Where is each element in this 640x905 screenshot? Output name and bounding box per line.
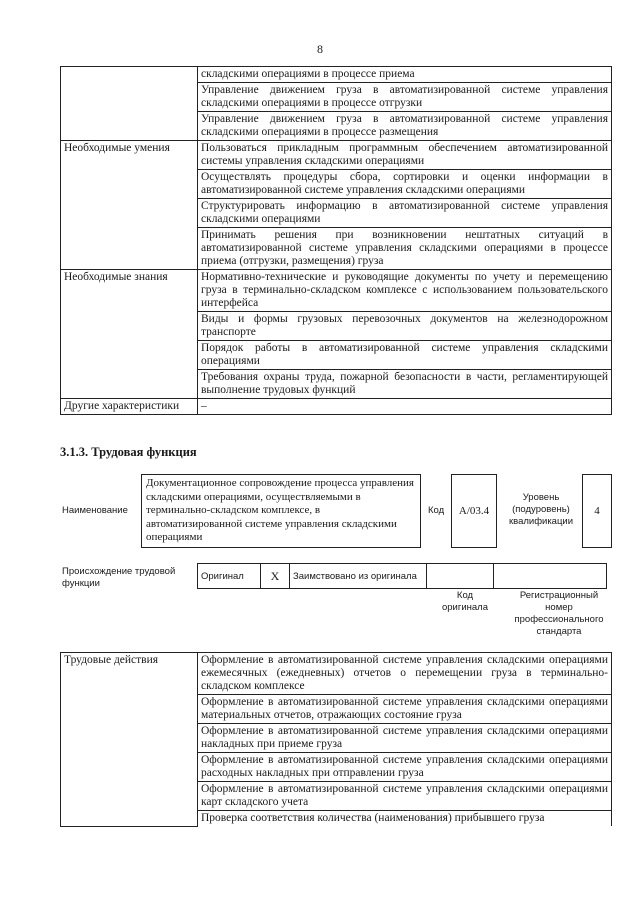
table-row: Принимать решения при возникновении нештатных ситуаций в автоматизированной системе управления складскими операциями в процессе приема (отгрузки, размещения) груза [198, 228, 612, 270]
table-row: Нормативно-технические и руководящие документы по учету и перемещению груза в терминально-складском комплексе с использованием пользовательского интерфейса [198, 270, 612, 312]
origin-label: Происхождение трудовой функции [62, 566, 176, 589]
table-row: Оформление в автоматизированной системе управления складскими операциями карт складского учета [198, 782, 612, 811]
table-row: Управление движением груза в автоматизированной системе управления складскими операциями в процессе размещения [198, 112, 612, 141]
function-name-box: Документационное сопровождение процесса управления складскими операциями, осуществляемыми в терминально-складском комплексе, в автоматизированной системе управления складскими операциями [141, 474, 421, 548]
function-code-box: А/03.4 [451, 474, 497, 548]
table-row: Оформление в автоматизированной системе управления складскими операциями ежемесячных (ежедневных) отчетов о перемещении груза в терминально-складском комплексе [198, 653, 612, 695]
code-caption: Код оригинала [441, 590, 488, 613]
borrowed-label: Заимствовано из оригинала [290, 564, 427, 589]
skills-knowledge-table [60, 66, 612, 415]
origin-table [197, 563, 607, 589]
table-row: Оформление в автоматизированной системе управления складскими операциями накладных при приеме груза [198, 724, 612, 753]
table-row: Виды и формы грузовых перевозочных документов на железнодорожном транспорте [198, 312, 612, 341]
table-row: складскими операциями в процессе приема [198, 67, 612, 83]
level-box: 4 [582, 474, 612, 548]
other-characteristics-value: – [198, 399, 612, 415]
table-row: Пользоваться прикладным программным обеспечением автоматизированной системы управления складскими операциями [198, 141, 612, 170]
work-actions-label: Трудовые действия [61, 653, 198, 827]
page-number: 8 [317, 42, 323, 56]
registration-caption: Регистрационный номер профессионального стандарта [514, 590, 604, 637]
table-row: Оформление в автоматизированной системе управления складскими операциями материальных отчетов, отражающих состояние груза [198, 695, 612, 724]
original-label: Оригинал [198, 564, 261, 589]
code-label: Код [428, 505, 445, 516]
original-mark: X [261, 564, 290, 589]
other-characteristics-label: Другие характеристики [61, 399, 198, 415]
section-title: 3.1.3. Трудовая функция [60, 445, 197, 459]
skills-label: Необходимые умения [61, 141, 198, 270]
empty-label-cell [61, 67, 198, 141]
work-actions-table [60, 652, 612, 827]
level-label: Уровень (подуровень) квалификации [508, 492, 574, 527]
table-row: Осуществлять процедуры сбора, сортировки и оценки информации в автоматизированной системе управления складскими операциями [198, 170, 612, 199]
name-label: Наименование [62, 505, 128, 516]
table-row: Проверка соответствия количества (наименования) прибывшего груза [198, 811, 612, 827]
table-row: Управление движением груза в автоматизированной системе управления складскими операциями в процессе отгрузки [198, 83, 612, 112]
table-row: Структурировать информацию в автоматизированной системе управления складскими операциями [198, 199, 612, 228]
table-row: Требования охраны труда, пожарной безопасности в части, регламентирующей выполнение трудовых функций [198, 370, 612, 399]
table-row: Порядок работы в автоматизированной системе управления складскими операциями [198, 341, 612, 370]
registration-number-cell [494, 564, 607, 589]
table-row: Оформление в автоматизированной системе управления складскими операциями расходных накладных при отправлении груза [198, 753, 612, 782]
knowledge-label: Необходимые знания [61, 270, 198, 399]
origin-code-cell [427, 564, 494, 589]
